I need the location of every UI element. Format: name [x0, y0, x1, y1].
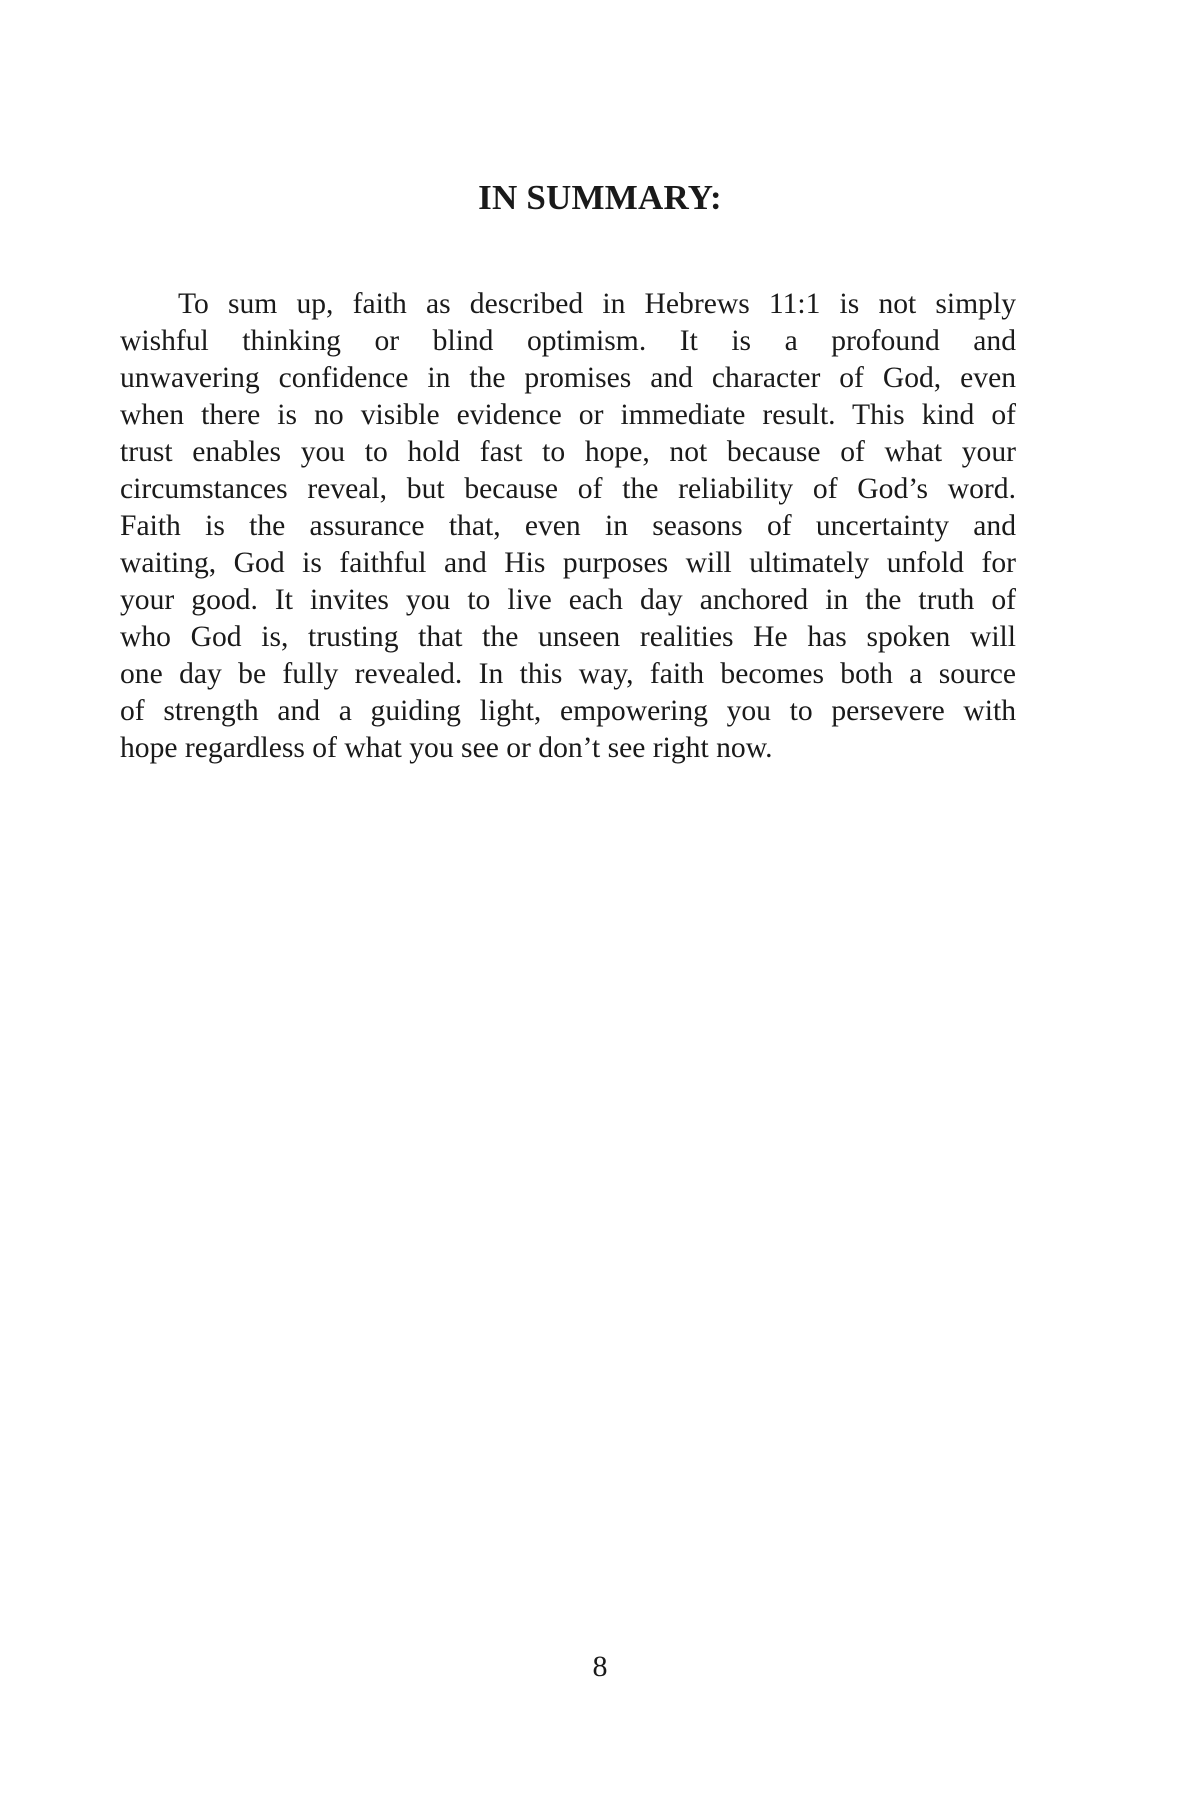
paragraph-line: waiting, God is faithful and His purposes will ultimately unfold for [120, 547, 1016, 579]
paragraph-line: when there is no visible evidence or immediate result. This kind of [120, 399, 1016, 431]
paragraph-line: To sum up, faith as described in Hebrews 11:1 is not simply [178, 288, 1016, 320]
paragraph-line: one day be fully revealed. In this way, faith becomes both a source [120, 658, 1016, 690]
section-heading: IN SUMMARY: [478, 178, 722, 217]
paragraph-line: wishful thinking or blind optimism. It is a profound and [120, 325, 1016, 357]
paragraph-line: unwavering confidence in the promises and character of God, even [120, 362, 1016, 394]
paragraph-line: your good. It invites you to live each day anchored in the truth of [120, 584, 1016, 616]
paragraph-line: hope regardless of what you see or don’t see right now. [120, 732, 773, 764]
summary-paragraph [120, 286, 1016, 767]
paragraph-line: of strength and a guiding light, empowering you to persevere with [120, 695, 1016, 727]
paragraph-line: circumstances reveal, but because of the reliability of God’s word. [120, 473, 1016, 505]
paragraph-line: trust enables you to hold fast to hope, not because of what your [120, 436, 1016, 468]
paragraph-line: Faith is the assurance that, even in seasons of uncertainty and [120, 510, 1016, 542]
paragraph-line: who God is, trusting that the unseen realities He has spoken will [120, 621, 1016, 653]
page-number: 8 [592, 1650, 608, 1683]
